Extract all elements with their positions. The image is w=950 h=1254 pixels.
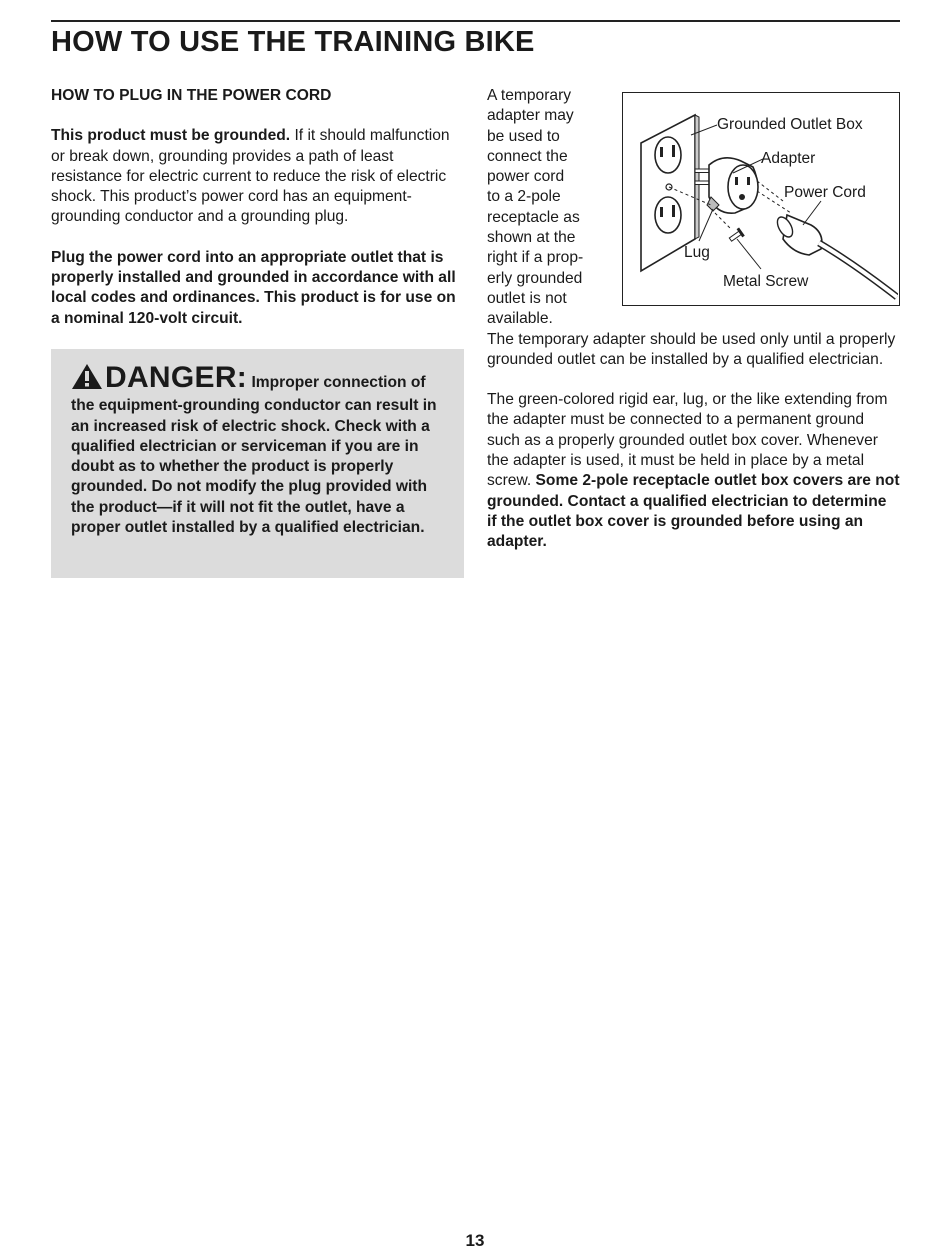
intro-line: right if a prop- — [487, 249, 584, 267]
section-heading: HOW TO PLUG IN THE POWER CORD — [51, 87, 332, 104]
label-grounded-outlet-box: Grounded Outlet Box — [717, 116, 863, 133]
grounding-bold-lead: This product must be grounded. — [51, 127, 291, 145]
lug-text: The green-colored rigid ear, lug, or the like extending from the adapter must be connected to a permanent ground such as a properly grounded outlet box cover. Whenever the adapter is used, it must be held in place by a metal screw. — [487, 391, 888, 490]
danger-box — [51, 349, 464, 578]
lug-paragraph — [487, 390, 900, 552]
intro-line: shown at the — [487, 229, 576, 247]
intro-line: outlet is not — [487, 289, 567, 307]
intro-line: available. — [487, 310, 553, 328]
temporary-adapter-paragraph: The temporary adapter should be used only until a properly grounded outlet can be installed by a qualified electrician. — [487, 330, 896, 368]
danger-heading: DANGER: — [105, 361, 248, 394]
danger-text: Improper connection of the equipment-grounding conductor can result in an increased risk of electric shock. Check with a qualified electrician or serviceman if you are in doubt as to whether the product is properly grounded. Do not modify the plug provided with the product—if it will not fit the outlet, have a proper outlet installed by a qualified electrician. — [71, 374, 437, 537]
lug-warning-bold: Some 2-pole receptacle outlet box covers are not grounded. Contact a qualified electrician to determine if the outlet box cover is grounded before using an adapter. — [487, 472, 900, 551]
intro-line: receptacle as — [487, 208, 580, 226]
intro-line: erly grounded — [487, 269, 583, 287]
top-rule — [51, 20, 900, 22]
intro-line: adapter may — [487, 107, 574, 125]
label-lug: Lug — [684, 244, 710, 261]
left-column — [51, 86, 465, 349]
intro-line: power cord — [487, 168, 565, 186]
grounding-paragraph — [51, 126, 465, 227]
outlet-instruction-paragraph: Plug the power cord into an appropriate outlet that is properly installed and grounded in accordance with all local codes and ordinances. This product is for use on a nominal 120-volt circuit. — [51, 248, 456, 327]
label-adapter: Adapter — [761, 150, 816, 167]
grounding-text: If it should malfunction or break down, grounding provides a path of least resistance for electric current to reduce the risk of electric shock. This product’s power cord has an equipment-grounding conductor and a grounding plug. — [51, 127, 450, 226]
intro-line: A temporary — [487, 87, 572, 104]
intro-line: connect the — [487, 147, 568, 165]
intro-line: be used to — [487, 127, 560, 145]
label-power-cord: Power Cord — [784, 184, 866, 201]
adapter-diagram — [622, 92, 900, 306]
page-number: 13 — [465, 1231, 485, 1250]
intro-line: to a 2-pole — [487, 188, 561, 206]
page-title: HOW TO USE THE TRAINING BIKE — [51, 26, 535, 58]
warning-triangle-icon — [71, 363, 103, 396]
label-metal-screw: Metal Screw — [723, 273, 809, 290]
adapter-intro — [487, 86, 617, 330]
